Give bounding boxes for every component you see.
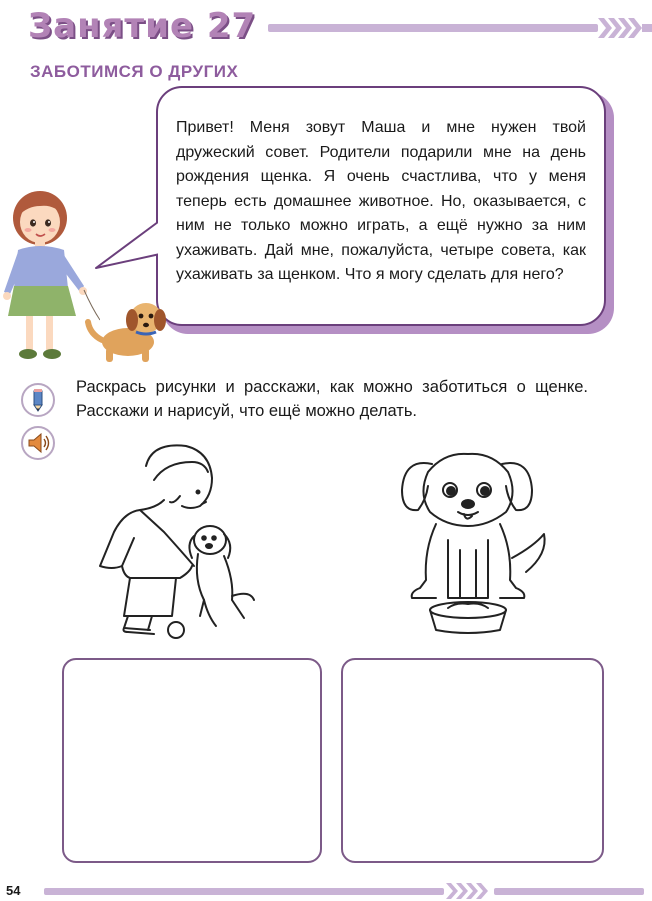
chevron-ornament-icon [444,881,494,901]
woman-with-puppy-drawing [94,440,264,650]
puppy-illustration [84,296,168,364]
chevron-ornament-icon [598,16,652,40]
footer-divider [44,888,444,895]
lesson-title: Занятие 27 [28,6,257,46]
lesson-subtitle: ЗАБОТИМСЯ О ДРУГИХ [30,62,239,81]
task-instruction: Раскрась рисунки и расскажи, как можно заботиться о щенке. Расскажи и нарисуй, что ещё можно делать. [76,378,588,420]
page-number: 54 [6,883,21,898]
drawing-area-right[interactable] [341,658,604,863]
footer-divider-right [494,888,644,895]
speech-bubble-text: Привет! Меня зовут Маша и мне нужен твой дружеский совет. Родители подарили мне на день рождения щенка. Я очень счастлива, что у меня теперь есть домашнее животное. Но, оказывается, с ним не только можно играть, а ещё нужно за ним ухаживать. Дай мне, пожалуйста, четыре совета, как ухаживать за щенком. Что я могу сделать для него? [176,119,586,283]
speaker-icon [21,426,55,460]
dog-with-bowl-drawing [396,450,556,640]
pencil-icon [21,383,55,417]
title-divider [268,24,598,32]
drawing-area-left[interactable] [62,658,322,863]
